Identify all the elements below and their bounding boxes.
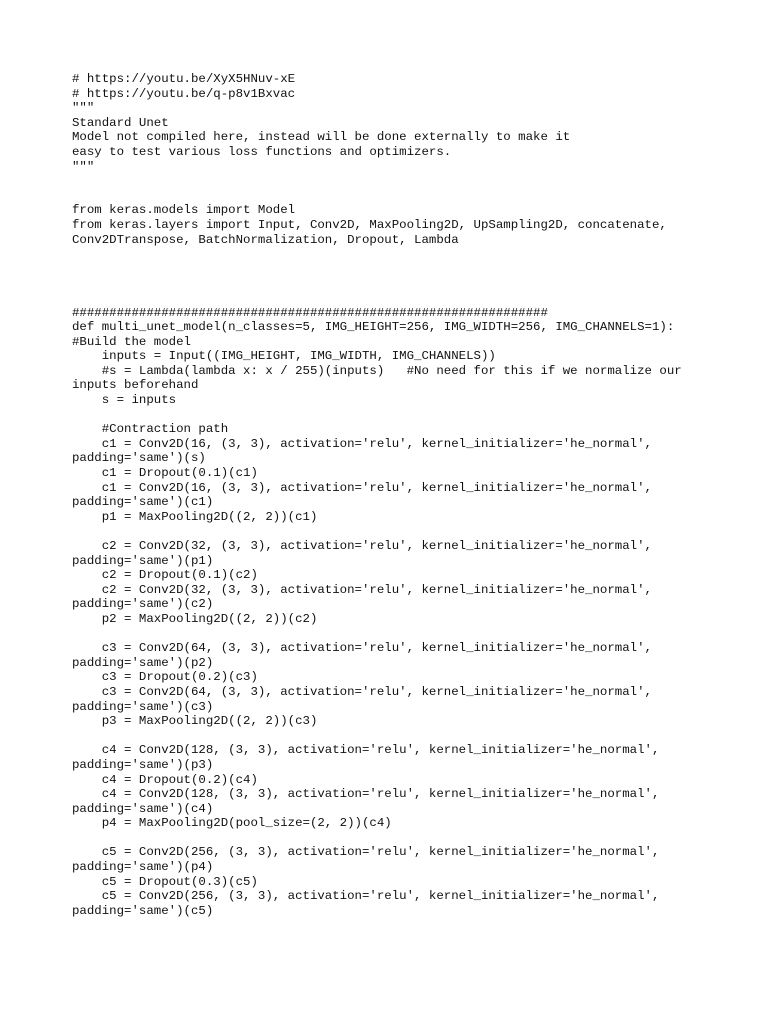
- code-line: Standard Unet: [72, 115, 169, 130]
- code-line: c4 = Conv2D(128, (3, 3), activation='relu', kernel_initializer='he_normal',: [72, 743, 660, 758]
- code-line: [72, 729, 712, 744]
- code-line: padding='same')(c2): [72, 597, 214, 612]
- code-line: s = inputs: [72, 393, 177, 408]
- code-line: [72, 262, 712, 277]
- code-line: from keras.layers import Input, Conv2D, MaxPooling2D, UpSampling2D, concatenate,: [72, 217, 667, 232]
- code-line: # https://youtu.be/XyX5HNuv-xE: [72, 72, 296, 86]
- code-line: c3 = Conv2D(64, (3, 3), activation='relu', kernel_initializer='he_normal',: [72, 641, 652, 656]
- code-line: Model not compiled here, instead will be done externally to make it: [72, 130, 571, 145]
- code-line: c5 = Conv2D(256, (3, 3), activation='relu', kernel_initializer='he_normal',: [72, 889, 660, 904]
- code-line: padding='same')(c5): [72, 903, 214, 918]
- code-line: [72, 189, 712, 204]
- code-line: p1 = MaxPooling2D((2, 2))(c1): [72, 509, 318, 524]
- code-line: #Contraction path: [72, 422, 229, 437]
- code-line: #s = Lambda(lambda x: x / 255)(inputs) #No need for this if we normalize our: [72, 363, 682, 378]
- code-line: # https://youtu.be/q-p8v1Bxvac: [72, 86, 296, 101]
- code-line: c1 = Conv2D(16, (3, 3), activation='relu', kernel_initializer='he_normal',: [72, 480, 652, 495]
- code-line: [72, 831, 712, 846]
- code-line: p3 = MaxPooling2D((2, 2))(c3): [72, 714, 318, 729]
- code-line: inputs = Input((IMG_HEIGHT, IMG_WIDTH, IMG_CHANNELS)): [72, 349, 496, 364]
- code-line: easy to test various loss functions and optimizers.: [72, 144, 452, 159]
- code-line: from keras.models import Model: [72, 203, 296, 218]
- code-line: padding='same')(p2): [72, 655, 214, 670]
- code-line: [72, 524, 712, 539]
- code-line: c5 = Dropout(0.3)(c5): [72, 874, 258, 889]
- code-line: padding='same')(c4): [72, 801, 214, 816]
- code-line: """: [72, 101, 95, 116]
- code-line: c5 = Conv2D(256, (3, 3), activation='relu', kernel_initializer='he_normal',: [72, 845, 660, 860]
- code-line: ################################################################: [72, 305, 548, 320]
- code-line: Conv2DTranspose, BatchNormalization, Dropout, Lambda: [72, 232, 459, 247]
- code-line: padding='same')(p3): [72, 757, 214, 772]
- code-block: [72, 72, 712, 918]
- code-line: padding='same')(c1): [72, 495, 214, 510]
- code-line: def multi_unet_model(n_classes=5, IMG_HEIGHT=256, IMG_WIDTH=256, IMG_CHANNELS=1):: [72, 320, 675, 335]
- code-line: c2 = Conv2D(32, (3, 3), activation='relu', kernel_initializer='he_normal',: [72, 539, 652, 553]
- code-line: c2 = Dropout(0.1)(c2): [72, 568, 258, 583]
- code-line: padding='same')(c3): [72, 699, 214, 714]
- code-line: c4 = Dropout(0.2)(c4): [72, 772, 258, 787]
- code-line: c1 = Dropout(0.1)(c1): [72, 466, 258, 481]
- code-line: p2 = MaxPooling2D((2, 2))(c2): [72, 611, 318, 626]
- code-line: [72, 174, 712, 189]
- code-line: c2 = Conv2D(32, (3, 3), activation='relu', kernel_initializer='he_normal',: [72, 582, 652, 597]
- code-line: #Build the model: [72, 334, 191, 349]
- code-line: [72, 247, 712, 262]
- code-line: [72, 276, 712, 291]
- code-line: [72, 627, 712, 642]
- code-line: c3 = Conv2D(64, (3, 3), activation='relu', kernel_initializer='he_normal',: [72, 684, 652, 699]
- code-line: padding='same')(p1): [72, 553, 214, 568]
- code-line: [72, 291, 712, 306]
- code-line: padding='same')(s): [72, 451, 206, 466]
- code-line: inputs beforehand: [72, 378, 199, 393]
- code-line: """: [72, 159, 95, 174]
- code-line: c3 = Dropout(0.2)(c3): [72, 670, 258, 685]
- code-line: [72, 408, 712, 423]
- code-line: c4 = Conv2D(128, (3, 3), activation='relu', kernel_initializer='he_normal',: [72, 787, 660, 802]
- code-line: p4 = MaxPooling2D(pool_size=(2, 2))(c4): [72, 816, 392, 831]
- code-line: c1 = Conv2D(16, (3, 3), activation='relu', kernel_initializer='he_normal',: [72, 436, 652, 451]
- code-line: padding='same')(p4): [72, 860, 214, 875]
